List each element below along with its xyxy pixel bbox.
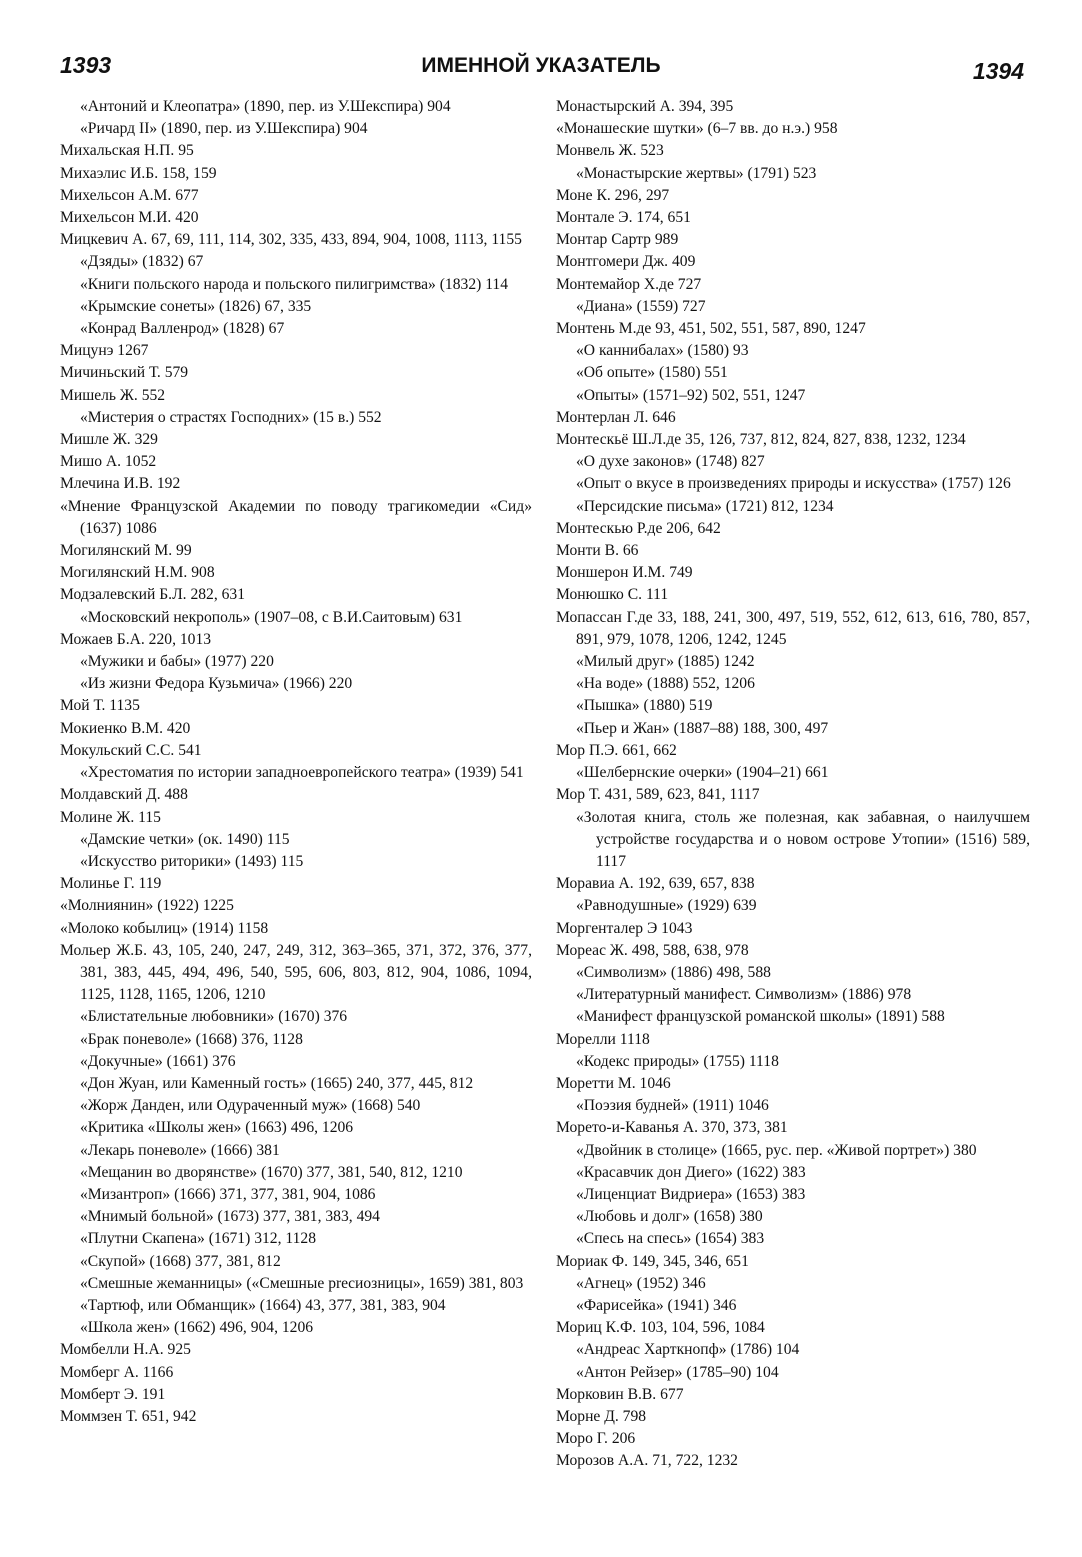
index-entry: Момберг А. 1166 (60, 1363, 174, 1381)
index-subentry: «Монастырские жертвы» (1791) 523 (576, 164, 817, 182)
index-subentry: «Золотая книга, столь же полезная, как забавная, о наилучшем устройстве государства и о новом острове Утопии» (1516) 589, 1117 (576, 808, 1030, 870)
index-entry: Млечина И.В. 192 (60, 475, 181, 493)
index-entry: Мокульский С.С. 541 (60, 741, 202, 759)
index-subentry: «Мужики и бабы» (1977) 220 (80, 653, 274, 671)
index-column-left (60, 96, 532, 1428)
index-subentry: «Ричард II» (1890, пер. из У.Шекспира) 904 (80, 120, 368, 138)
index-entry: Монтале Э. 174, 651 (556, 209, 691, 227)
index-subentry: «На воде» (1888) 552, 1206 (576, 675, 755, 693)
index-subentry: «Мнимый больной» (1673) 377, 381, 383, 494 (80, 1208, 380, 1226)
index-entry: Монтерлан Л. 646 (556, 408, 676, 426)
index-entry: Молдавский Д. 488 (60, 786, 188, 804)
index-entry: Моретти М. 1046 (556, 1074, 671, 1092)
page-number-left: 1393 (60, 52, 112, 78)
index-subentry: «О духе законов» (1748) 827 (576, 453, 765, 471)
index-entry: Моравиа А. 192, 639, 657, 838 (556, 875, 755, 893)
index-subentry: «Манифест французской романской школы» (1891) 588 (576, 1008, 945, 1026)
index-entry: Мориак Ф. 149, 345, 346, 651 (556, 1252, 749, 1270)
index-subentry: «Кодекс природы» (1755) 1118 (576, 1052, 779, 1070)
index-subentry: «Искусство риторики» (1493) 115 (80, 852, 304, 870)
index-entry: Моммзен Т. 651, 942 (60, 1407, 197, 1425)
index-entry: Молинье Г. 119 (60, 875, 162, 893)
index-entry: «Мнение Французской Академии по поводу трагикомедии «Сид» (1637) 1086 (60, 497, 532, 537)
index-entry: Монтгомери Дж. 409 (556, 253, 696, 271)
index-entry: Моргенталер Э 1043 (556, 919, 693, 937)
index-entry: Морозов А.А. 71, 722, 1232 (556, 1452, 738, 1470)
index-entry: Морковин В.В. 677 (556, 1385, 684, 1403)
index-entry: Морне Д. 798 (556, 1407, 647, 1425)
index-entry: Могилянский М. 99 (60, 542, 192, 560)
index-subentry: «Дамские четки» (ок. 1490) 115 (80, 830, 290, 848)
index-entry: Момбелли Н.А. 925 (60, 1341, 191, 1359)
index-subentry: «Антон Рейзер» (1785–90) 104 (576, 1363, 779, 1381)
index-entry: Мольер Ж.Б. 43, 105, 240, 247, 249, 312, 363–365, 371, 372, 376, 377, 381, 383, 445, 494, 496, 540, 595, 606, 803, 812, 904, 1086, 1094, 1125, 1128, 1165, 1206, 1210 (60, 941, 532, 1004)
index-entry: Могилянский Н.М. 908 (60, 564, 215, 582)
index-subentry: «Мистерия о страстях Господних» (15 в.) 552 (80, 408, 382, 426)
index-subentry: «Дзяды» (1832) 67 (80, 253, 204, 271)
index-subentry: «Персидские письма» (1721) 812, 1234 (576, 497, 834, 515)
index-subentry: «Конрад Валленрод» (1828) 67 (80, 320, 285, 338)
index-entry: Монтемайор Х.де 727 (556, 275, 702, 293)
index-subentry: «Московский некрополь» (1907–08, с В.И.Саитовым) 631 (80, 608, 463, 626)
index-subentry: «Пышка» (1880) 519 (576, 697, 713, 715)
page-header (0, 0, 1082, 90)
index-entry: Морелли 1118 (556, 1030, 650, 1048)
index-subentry: «Хрестоматия по истории западноевропейского театра» (1939) 541 (80, 764, 524, 782)
index-entry: «Молниянин» (1922) 1225 (60, 897, 234, 915)
index-subentry: «Опыт о вкусе в произведениях природы и искусства» (1757) 126 (576, 475, 1011, 493)
index-subentry: «Двойник в столице» (1665, рус. пер. «Живой портрет») 380 (576, 1141, 977, 1159)
index-subentry: «Об опыте» (1580) 551 (576, 364, 728, 382)
index-subentry: «Лекарь поневоле» (1666) 381 (80, 1141, 280, 1159)
index-entry: Мор Т. 431, 589, 623, 841, 1117 (556, 786, 760, 804)
index-subentry: «Брак поневоле» (1668) 376, 1128 (80, 1030, 303, 1048)
index-subentry: «Плутни Скапена» (1671) 312, 1128 (80, 1230, 316, 1248)
index-subentry: «Пьер и Жан» (1887–88) 188, 300, 497 (576, 719, 829, 737)
index-subentry: «Фарисейка» (1941) 346 (576, 1296, 737, 1314)
index-entry: Мишле Ж. 329 (60, 431, 158, 449)
index-subentry: «Шелбернские очерки» (1904–21) 661 (576, 764, 829, 782)
index-subentry: «Равнодушные» (1929) 639 (576, 897, 757, 915)
index-entry: Мишо А. 1052 (60, 453, 157, 471)
index-subentry: «Символизм» (1886) 498, 588 (576, 963, 771, 981)
index-subentry: «Докучные» (1661) 376 (80, 1052, 236, 1070)
index-entry: Мориц К.Ф. 103, 104, 596, 1084 (556, 1319, 765, 1337)
index-entry: Монтар Сартр 989 (556, 231, 679, 249)
index-subentry: «Лиценциат Видриера» (1653) 383 (576, 1185, 806, 1203)
index-subentry: «О каннибалах» (1580) 93 (576, 342, 749, 360)
index-subentry: «Крымские сонеты» (1826) 67, 335 (80, 297, 312, 315)
index-subentry: «Из жизни Федора Кузьмича» (1966) 220 (80, 675, 353, 693)
index-subentry: «Критика «Школы жен» (1663) 496, 1206 (80, 1119, 354, 1137)
index-entry: Можаев Б.А. 220, 1013 (60, 630, 212, 648)
index-entry: Михаэлис И.Б. 158, 159 (60, 164, 217, 182)
index-entry: Мореас Ж. 498, 588, 638, 978 (556, 941, 749, 959)
index-subentry: «Мизантроп» (1666) 371, 377, 381, 904, 1086 (80, 1185, 376, 1203)
index-subentry: «Блистательные любовники» (1670) 376 (80, 1008, 348, 1026)
index-subentry: «Тартюф, или Обманщик» (1664) 43, 377, 381, 383, 904 (80, 1296, 446, 1314)
index-subentry: «Агнец» (1952) 346 (576, 1274, 706, 1292)
index-entry: Монвель Ж. 523 (556, 142, 664, 160)
index-subentry: «Дон Жуан, или Каменный гость» (1665) 240, 377, 445, 812 (80, 1074, 474, 1092)
index-entry: Монтень М.де 93, 451, 502, 551, 587, 890, 1247 (556, 320, 866, 338)
index-subentry: «Скупой» (1668) 377, 381, 812 (80, 1252, 281, 1270)
index-entry: Мой Т. 1135 (60, 697, 140, 715)
index-entry: Монюшко С. 111 (556, 586, 669, 604)
index-entry: Мопассан Г.де 33, 188, 241, 300, 497, 519, 552, 612, 613, 616, 780, 857, 891, 979, 1078, 1206, 1242, 1245 (556, 608, 1030, 648)
index-entry: Михальская Н.П. 95 (60, 142, 194, 160)
index-subentry: «Диана» (1559) 727 (576, 297, 706, 315)
index-entry: «Монашеские шутки» (6–7 вв. до н.э.) 958 (556, 120, 838, 138)
index-column-right (556, 96, 1030, 1473)
index-entry: Моро Г. 206 (556, 1430, 636, 1448)
index-subentry: «Антоний и Клеопатра» (1890, пер. из У.Шекспира) 904 (80, 98, 451, 115)
index-subentry: «Школа жен» (1662) 496, 904, 1206 (80, 1319, 314, 1337)
index-entry: Мицкевич А. 67, 69, 111, 114, 302, 335, 433, 894, 904, 1008, 1113, 1155 (60, 231, 522, 249)
index-subentry: «Спесь на спесь» (1654) 383 (576, 1230, 765, 1248)
index-subentry: «Милый друг» (1885) 1242 (576, 653, 755, 671)
index-entry: Мицунэ 1267 (60, 342, 149, 360)
index-subentry: «Красавчик дон Диего» (1622) 383 (576, 1163, 806, 1181)
page-number-right: 1394 (972, 58, 1024, 84)
page-title: ИМЕННОЙ УКАЗАТЕЛЬ (421, 54, 661, 77)
index-entry: Мишель Ж. 552 (60, 386, 166, 404)
index-subentry: «Смешные жеманницы» («Смешные precиозницы», 1659) 381, 803 (80, 1274, 524, 1292)
index-entry: Молине Ж. 115 (60, 808, 161, 826)
index-entry: Модзалевский Б.Л. 282, 631 (60, 586, 246, 604)
index-subentry: «Любовь и долг» (1658) 380 (576, 1208, 763, 1226)
index-subentry: «Книги польского народа и польского пилигримства» (1832) 114 (80, 275, 509, 293)
index-subentry: «Литературный манифест. Символизм» (1886) 978 (576, 986, 912, 1004)
index-subentry: «Опыты» (1571–92) 502, 551, 1247 (576, 386, 806, 404)
index-entry: Монтескью Р.де 206, 642 (556, 519, 721, 537)
index-entry: Моне К. 296, 297 (556, 186, 670, 204)
index-entry: Михельсон А.М. 677 (60, 186, 199, 204)
index-entry: Монти В. 66 (556, 542, 639, 560)
index-entry: Монастырский А. 394, 395 (556, 98, 734, 115)
index-subentry: «Мещанин во дворянстве» (1670) 377, 381, 540, 812, 1210 (80, 1163, 463, 1181)
index-entry: Михельсон М.И. 420 (60, 209, 199, 227)
index-subentry: «Жорж Данден, или Одураченный муж» (1668) 540 (80, 1097, 421, 1115)
index-entry: Момберт Э. 191 (60, 1385, 166, 1403)
index-entry: Монтескьё Ш.Л.де 35, 126, 737, 812, 824, 827, 838, 1232, 1234 (556, 431, 966, 449)
index-subentry: «Андреас Харткнопф» (1786) 104 (576, 1341, 800, 1359)
index-entry: Мор П.Э. 661, 662 (556, 741, 677, 759)
index-entry: Моншерон И.М. 749 (556, 564, 693, 582)
index-entry: Мокиенко В.М. 420 (60, 719, 191, 737)
index-subentry: «Поэзия будней» (1911) 1046 (576, 1097, 769, 1115)
index-entry: Мичиньский Т. 579 (60, 364, 189, 382)
index-entry: «Молоко кобылиц» (1914) 1158 (60, 919, 269, 937)
index-entry: Морето-и-Каванья А. 370, 373, 381 (556, 1119, 788, 1137)
